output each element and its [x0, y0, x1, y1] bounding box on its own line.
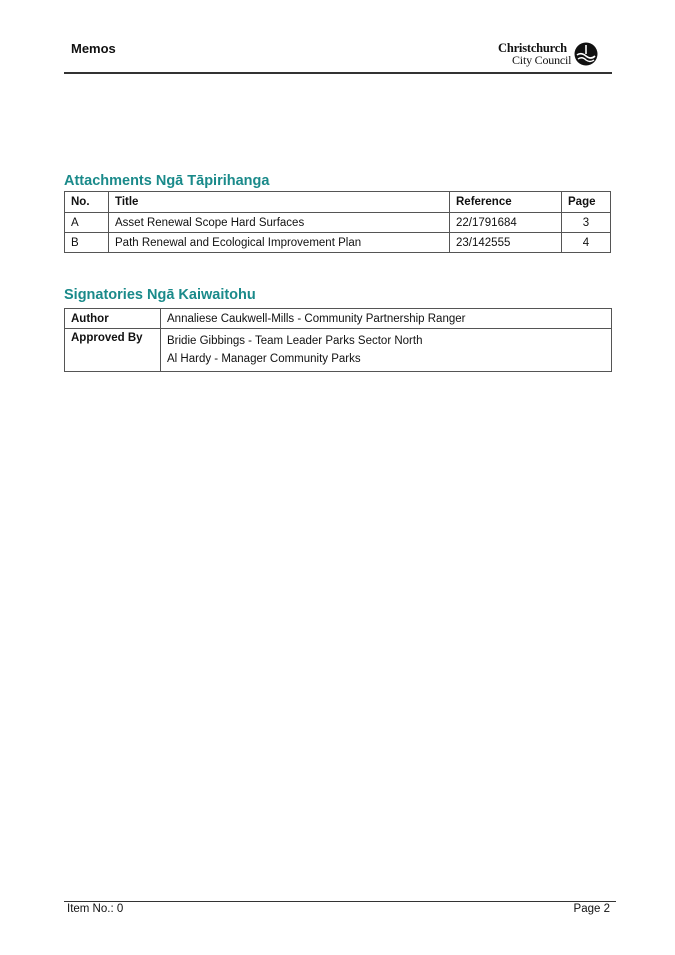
- attachment-title: Path Renewal and Ecological Improvement Plan: [109, 233, 450, 253]
- approver-name: Bridie Gibbings - Team Leader Parks Sector North: [167, 335, 423, 347]
- table-row: [65, 213, 611, 233]
- approved-by-values: [161, 329, 612, 372]
- signatories-table: [64, 308, 612, 372]
- column-header-reference: Reference: [450, 192, 562, 213]
- footer-page-number: Page 2: [573, 903, 610, 915]
- author-label: Author: [65, 309, 161, 329]
- council-logo-icon: [574, 42, 598, 66]
- author-value: Annaliese Caukwell-Mills - Community Partnership Ranger: [161, 309, 612, 329]
- column-header-page: Page: [562, 192, 611, 213]
- signatories-heading: Signatories Ngā Kaiwaitohu: [64, 287, 256, 303]
- attachments-heading: Attachments Ngā Tāpirihanga: [64, 173, 270, 189]
- attachment-no: B: [65, 233, 109, 253]
- column-header-no: No.: [65, 192, 109, 213]
- attachment-no: A: [65, 213, 109, 233]
- attachment-page: 4: [562, 233, 611, 253]
- footer-divider: [64, 901, 616, 902]
- table-row: [65, 329, 612, 372]
- header-divider: [64, 72, 612, 74]
- table-row: [65, 309, 612, 329]
- footer-item-number: Item No.: 0: [67, 903, 124, 915]
- table-header-row: [65, 192, 611, 213]
- column-header-title: Title: [109, 192, 450, 213]
- table-row: [65, 233, 611, 253]
- approved-by-label: Approved By: [65, 329, 161, 372]
- attachment-title: Asset Renewal Scope Hard Surfaces: [109, 213, 450, 233]
- header-title: Memos: [71, 41, 116, 56]
- attachment-page: 3: [562, 213, 611, 233]
- attachment-reference: 23/142555: [450, 233, 562, 253]
- attachments-table: [64, 191, 611, 253]
- attachment-reference: 22/1791684: [450, 213, 562, 233]
- logo-text-line1: Christchurch: [498, 41, 567, 55]
- logo-text-line2: City Council: [512, 53, 572, 67]
- approver-name: Al Hardy - Manager Community Parks: [167, 353, 361, 365]
